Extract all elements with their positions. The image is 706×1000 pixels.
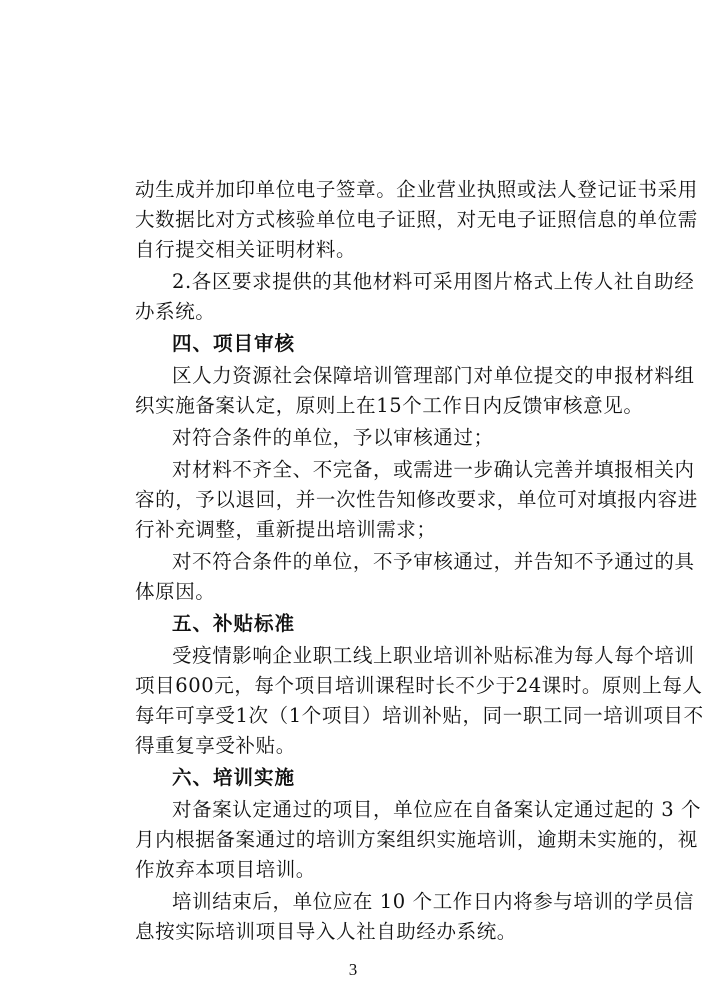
body-text-line: 大数据比对方式核验单位电子证照，对无电子证照信息的单位需	[135, 208, 698, 231]
body-text-line: 月内根据备案通过的培训方案组织实施培训，逾期未实施的，视	[135, 828, 698, 851]
section-heading: 六、培训实施	[172, 766, 296, 789]
body-text-line: 作放弃本项目培训。	[135, 858, 316, 881]
body-text-line: 对备案认定通过的项目，单位应在自备案认定通过起的 3 个	[172, 798, 702, 821]
body-text-line: 办系统。	[135, 300, 216, 323]
body-text-line: 对材料不齐全、不完备，或需进一步确认完善并填报相关内	[172, 458, 695, 481]
section-heading: 四、项目审核	[172, 332, 296, 355]
body-text-line: 对不符合条件的单位，不予审核通过，并告知不予通过的具	[172, 550, 695, 573]
body-text-line: 培训结束后，单位应在 10 个工作日内将参与培训的学员信	[172, 890, 695, 913]
body-text-line: 自行提交相关证明材料。	[135, 238, 357, 261]
body-text-line: 息按实际培训项目导入人社自助经办系统。	[135, 920, 517, 943]
body-text-line: 体原因。	[135, 580, 216, 603]
section-heading: 五、补贴标准	[172, 612, 296, 635]
page-number: 3	[348, 960, 358, 979]
body-text-line: 织实施备案认定，原则上在15个工作日内反馈审核意见。	[135, 394, 644, 417]
body-text-line: 容的，予以退回，并一次性告知修改要求，单位可对填报内容进	[135, 488, 698, 511]
body-text-line: 对符合条件的单位，予以审核通过；	[172, 426, 494, 449]
body-text-line: 受疫情影响企业职工线上职业培训补贴标准为每人每个培训	[172, 644, 695, 667]
body-text-line: 行补充调整，重新提出培训需求；	[135, 518, 437, 541]
body-text-line: 区人力资源社会保障培训管理部门对单位提交的申报材料组	[172, 364, 695, 387]
body-text-line: 动生成并加印单位电子签章。企业营业执照或法人登记证书采用	[135, 178, 698, 201]
body-text-line: 每年可享受1次（1个项目）培训补贴，同一职工同一培训项目不	[135, 704, 704, 727]
body-text-line: 得重复享受补贴。	[135, 734, 296, 757]
body-text-line: 2.各区要求提供的其他材料可采用图片格式上传人社自助经	[172, 270, 695, 293]
body-text-line: 项目600元，每个项目培训课程时长不少于24课时。原则上每人	[135, 674, 703, 697]
